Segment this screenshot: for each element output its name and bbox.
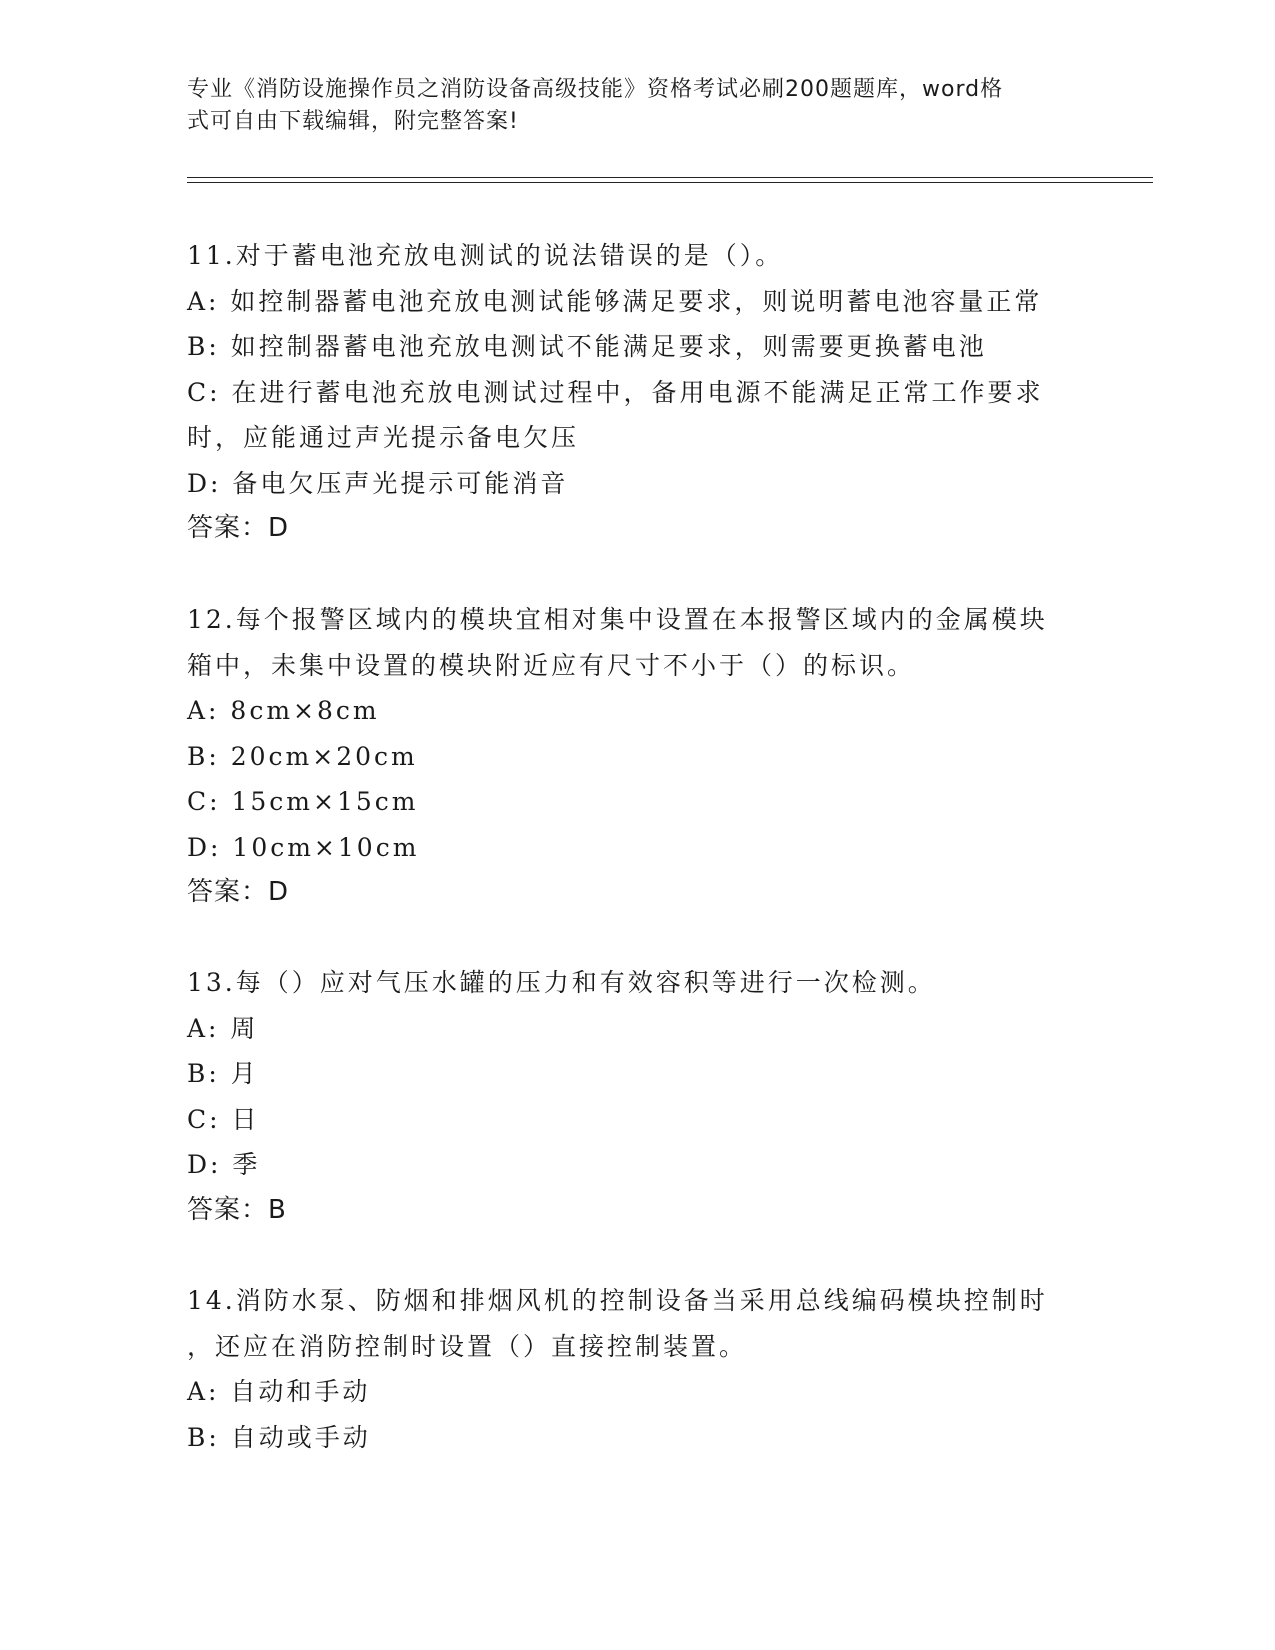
answer: 答案：D bbox=[187, 513, 290, 543]
header-line-2: 式可自由下载编辑，附完整答案! bbox=[187, 109, 519, 134]
question-stem: 12.每个报警区域内的模块宜相对集中设置在本报警区域内的金属模块 bbox=[187, 605, 1048, 634]
option-b: B: 自动或手动 bbox=[187, 1422, 371, 1452]
option-c: C: 15cm×15cm bbox=[187, 787, 419, 816]
question-11 bbox=[187, 233, 1087, 552]
question-stem-continued: ，还应在消防控制时设置（）直接控制装置。 bbox=[187, 1331, 748, 1361]
option-a: A: 8cm×8cm bbox=[187, 696, 380, 725]
option-d: D: 季 bbox=[187, 1150, 261, 1179]
option-b: B: 如控制器蓄电池充放电测试不能满足要求，则需要更换蓄电池 bbox=[187, 332, 987, 361]
option-b: B: 20cm×20cm bbox=[187, 741, 418, 771]
question-stem: 11.对于蓄电池充放电测试的说法错误的是（）。 bbox=[187, 241, 784, 270]
option-c-continued: 时，应能通过声光提示备电欠压 bbox=[187, 423, 580, 452]
option-d: D: 备电欠压声光提示可能消音 bbox=[187, 468, 569, 498]
option-a: A: 如控制器蓄电池充放电测试能够满足要求，则说明蓄电池容量正常 bbox=[187, 286, 1043, 316]
question-stem-continued: 箱中，未集中设置的模块附近应有尺寸不小于（）的标识。 bbox=[187, 650, 916, 680]
answer: 答案：D bbox=[187, 877, 290, 907]
question-stem: 14.消防水泵、防烟和排烟风机的控制设备当采用总线编码模块控制时 bbox=[187, 1286, 1048, 1315]
document-header bbox=[187, 74, 1067, 138]
question-14 bbox=[187, 1278, 1087, 1460]
option-a: A: 周 bbox=[187, 1013, 259, 1043]
option-c: C: 日 bbox=[187, 1104, 260, 1134]
header-divider-top bbox=[187, 177, 1153, 178]
option-a: A: 自动和手动 bbox=[187, 1377, 371, 1406]
answer: 答案：B bbox=[187, 1194, 287, 1225]
question-13 bbox=[187, 960, 1087, 1233]
option-d: D: 10cm×10cm bbox=[187, 832, 420, 862]
header-line-1: 专业《消防设施操作员之消防设备高级技能》资格考试必刷200题题库，word格 bbox=[187, 77, 1004, 102]
question-12 bbox=[187, 597, 1087, 916]
question-stem: 13.每（）应对气压水罐的压力和有效容积等进行一次检测。 bbox=[187, 968, 936, 997]
option-c: C: 在进行蓄电池充放电测试过程中，备用电源不能满足正常工作要求 bbox=[187, 377, 1044, 407]
option-b: B: 月 bbox=[187, 1059, 259, 1088]
header-divider-bottom bbox=[187, 182, 1153, 183]
